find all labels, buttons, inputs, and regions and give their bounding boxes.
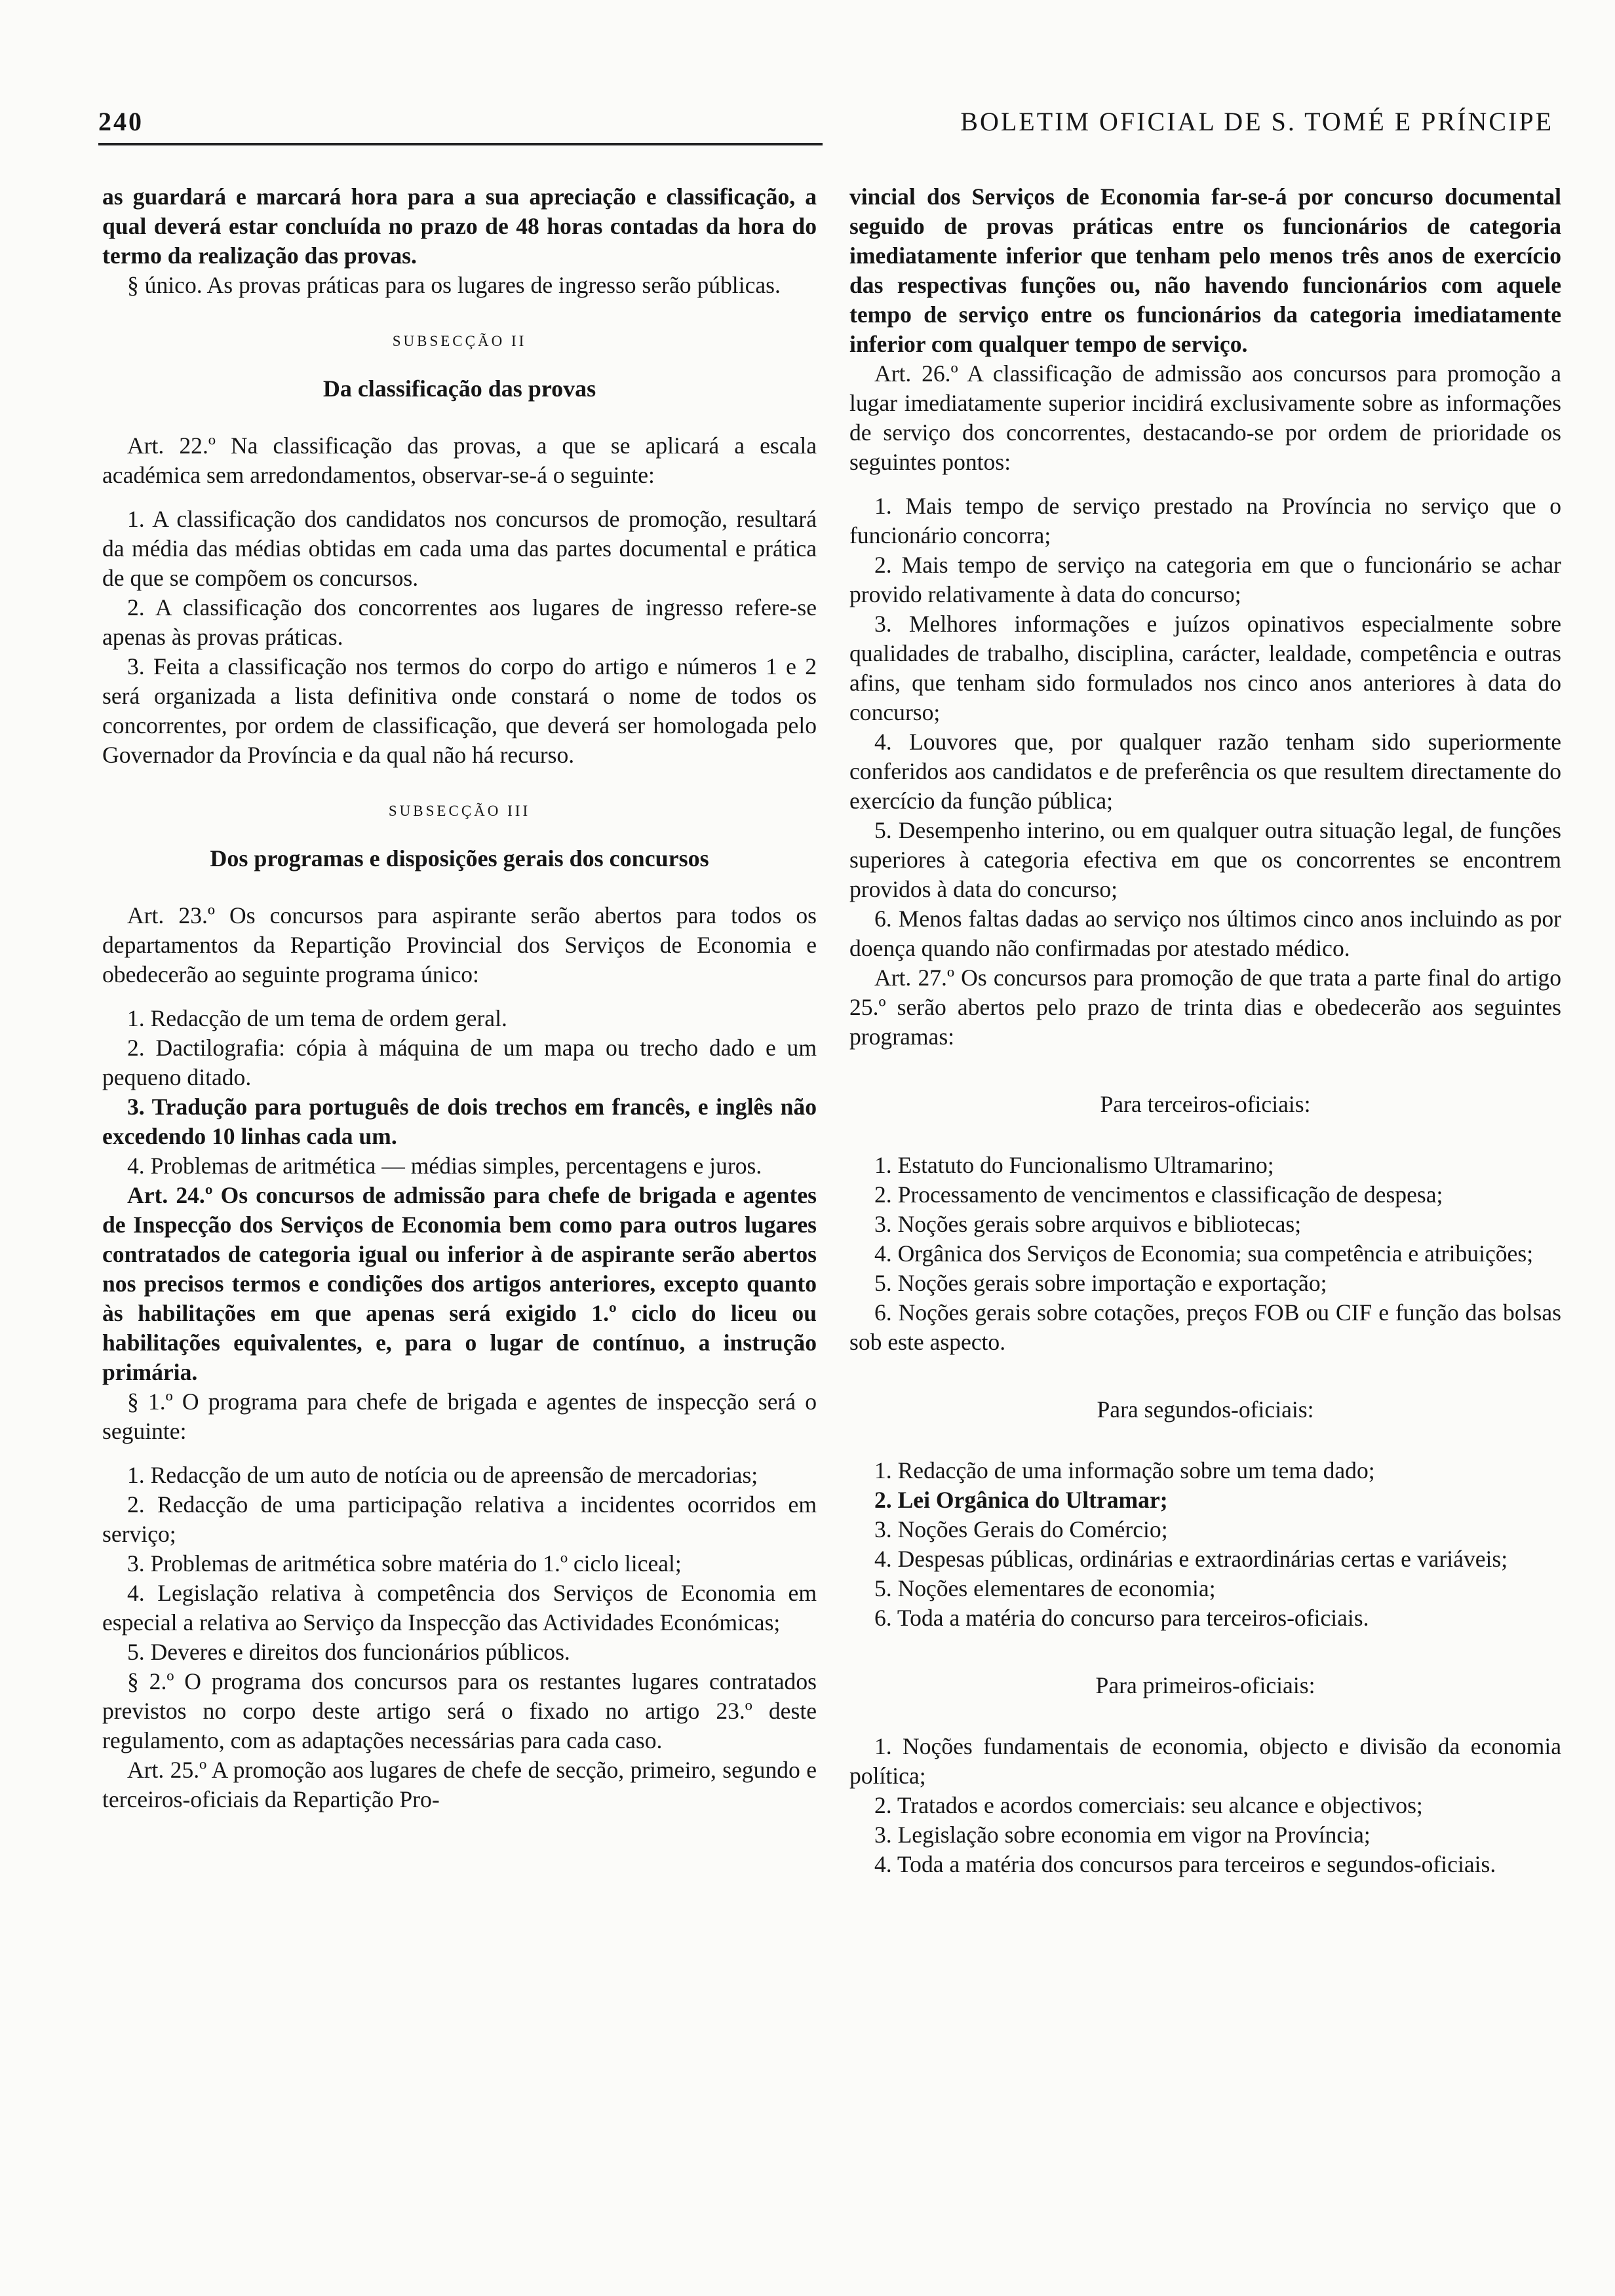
list-item: 3. Legislação sobre economia em vigor na Província; [874, 1822, 1371, 1848]
paragraph: as guardará e marcará hora para a sua apreciação e classificação, a qual deverá estar concluída no prazo de 48 horas contadas da hora do termo da realização das provas. [102, 183, 817, 269]
article-26: Art. 26.º A classificação de admissão aos concursos para promoção a lugar imediatamente superior incidirá exclusivamente sobre as informações de serviço dos concorrentes, destacando-se por ordem de prioridade os seguintes pontos: [849, 360, 1561, 475]
paragraph: § 2.º O programa dos concursos para os restantes lugares contratados previstos no corpo deste artigo será o fixado no artigo 23.º deste regulamento, com as adaptações necessárias para cada caso. [102, 1668, 817, 1753]
program-heading: Para terceiros-oficiais: [1100, 1091, 1311, 1117]
list-item: 4. Louvores que, por qualquer razão tenham sido superiormente conferidos aos candidatos e de preferência os que resultem directamente do exercício da função pública; [849, 729, 1561, 814]
list-item: 1. Noções fundamentais de economia, objecto e divisão da economia política; [849, 1733, 1561, 1789]
page-header [98, 100, 1553, 145]
list-item: 5. Noções elementares de economia; [874, 1575, 1216, 1601]
list-item: 1. A classificação dos candidatos nos concursos de promoção, resultará da média das médias obtidas em cada uma das partes documental e prática de que se compõem os concursos. [102, 506, 817, 591]
list-item: 4. Problemas de aritmética — médias simples, percentagens e juros. [127, 1153, 762, 1179]
list-item: 1. Redacção de um auto de notícia ou de apreensão de mercadorias; [127, 1462, 758, 1488]
list-item: 2. Redacção de uma participação relativa a incidentes ocorridos em serviço; [102, 1491, 817, 1547]
list-item: 3. Melhores informações e juízos opinativos especialmente sobre qualidades de trabalho, disciplina, carácter, lealdade, competência e outras afins, que tenham sido formulados nos cinco anos anteriores à data do concurso; [849, 611, 1561, 725]
list-item: 1. Redacção de uma informação sobre um tema dado; [874, 1457, 1375, 1483]
header-rule [98, 143, 823, 145]
list-item: 1. Redacção de um tema de ordem geral. [127, 1005, 507, 1031]
paragraph: vincial dos Serviços de Economia far-se-á por concurso documental seguido de provas práticas entre os funcionários de categoria imediatamente inferior que tenham pelo menos três anos de exercício das respectivas funções ou, não havendo funcionários com aquele tempo de serviço entre os funcionários da categoria imediatamente inferior com qualquer tempo de serviço. [849, 183, 1561, 357]
list-item: 5. Deveres e direitos dos funcionários públicos. [127, 1639, 570, 1665]
list-item: 3. Feita a classificação nos termos do corpo do artigo e números 1 e 2 será organizada a lista definitiva onde constará o nome de todos os concorrentes, por ordem de classificação, que deverá ser homologada pelo Governador da Província e da qual não há recurso. [102, 653, 817, 768]
list-item: 1. Estatuto do Funcionalismo Ultramarino; [874, 1152, 1274, 1178]
list-item: 4. Legislação relativa à competência dos Serviços de Economia em especial a relativa ao Serviço da Inspecção das Actividades Económicas; [102, 1580, 817, 1636]
paragraph: § 1.º O programa para chefe de brigada e agentes de inspecção será o seguinte: [102, 1388, 817, 1444]
list-item: 3. Noções Gerais do Comércio; [874, 1516, 1168, 1542]
list-item: 4. Despesas públicas, ordinárias e extraordinárias certas e variáveis; [874, 1546, 1508, 1572]
article-22: Art. 22.º Na classificação das provas, a que se aplicará a escala académica sem arredondamentos, observar-se-á o seguinte: [102, 432, 817, 488]
article-23: Art. 23.º Os concursos para aspirante serão abertos para todos os departamentos da Repartição Provincial dos Serviços de Economia e obedecerão ao seguinte programa único: [102, 902, 817, 987]
list-item: 2. Mais tempo de serviço na categoria em que o funcionário se achar provido relativamente à data do concurso; [849, 552, 1561, 607]
list-item: 3. Noções gerais sobre arquivos e bibliotecas; [874, 1211, 1302, 1237]
paragraph: § único. As provas práticas para os lugares de ingresso serão públicas. [127, 272, 781, 298]
list-item: 3. Problemas de aritmética sobre matéria do 1.º ciclo liceal; [127, 1550, 682, 1577]
right-column [849, 182, 1561, 1879]
list-item: 5. Noções gerais sobre importação e exportação; [874, 1270, 1327, 1296]
list-item: 2. A classificação dos concorrentes aos lugares de ingresso refere-se apenas às provas práticas. [102, 594, 817, 650]
subsection-label: SUBSECÇÃO III [388, 803, 531, 819]
list-item: 2. Dactilografia: cópia à máquina de um mapa ou trecho dado e um pequeno ditado. [102, 1035, 817, 1090]
left-column [102, 182, 817, 1814]
article-24: Art. 24.º Os concursos de admissão para chefe de brigada e agentes de Inspecção dos Serviços de Economia bem como para outros lugares contratados de categoria igual ou inferior à de aspirante serão abertos nos precisos termos e condições dos artigos anteriores, excepto quanto às habilitações em que apenas será exigido 1.º ciclo do liceu ou habilitações equivalentes, e, para o lugar de contínuo, a instrução primária. [102, 1182, 817, 1385]
section-title: Da classificação das provas [322, 375, 596, 402]
list-item: 4. Orgânica dos Serviços de Economia; sua competência e atribuições; [874, 1240, 1534, 1267]
article-25: Art. 25.º A promoção aos lugares de chefe de secção, primeiro, segundo e terceiros-oficiais da Repartição Pro- [102, 1757, 817, 1812]
section-title: Dos programas e disposições gerais dos concursos [210, 845, 709, 871]
journal-title: BOLETIM OFICIAL DE S. TOMÉ E PRÍNCIPE [960, 107, 1553, 136]
list-item: 2. Processamento de vencimentos e classificação de despesa; [874, 1181, 1443, 1208]
list-item: 2. Tratados e acordos comerciais: seu alcance e objectivos; [874, 1792, 1423, 1818]
list-item: 5. Desempenho interino, ou em qualquer outra situação legal, de funções superiores à categoria efectiva em que os concorrentes se encontrem providos à data do concurso; [849, 817, 1561, 902]
list-item: 6. Noções gerais sobre cotações, preços FOB ou CIF e função das bolsas sob este aspecto. [849, 1299, 1561, 1355]
program-heading: Para segundos-oficiais: [1097, 1396, 1314, 1423]
article-27: Art. 27.º Os concursos para promoção de que trata a parte final do artigo 25.º serão abertos pelo prazo de trinta dias e obedecerão aos seguintes programas: [849, 965, 1561, 1050]
list-item: 6. Menos faltas dadas ao serviço nos últimos cinco anos incluindo as por doença quando não confirmadas por atestado médico. [849, 906, 1561, 961]
list-item: 2. Lei Orgânica do Ultramar; [874, 1487, 1168, 1513]
list-item: 4. Toda a matéria dos concursos para terceiros e segundos-oficiais. [874, 1851, 1496, 1877]
list-item: 6. Toda a matéria do concurso para terceiros-oficiais. [874, 1605, 1369, 1631]
list-item: 3. Tradução para português de dois trechos em francês, e inglês não excedendo 10 linhas cada um. [102, 1094, 817, 1149]
list-item: 1. Mais tempo de serviço prestado na Província no serviço que o funcionário concorra; [849, 493, 1561, 548]
page-number: 240 [98, 107, 144, 136]
subsection-label: SUBSECÇÃO II [392, 333, 527, 349]
program-heading: Para primeiros-oficiais: [1095, 1672, 1315, 1698]
